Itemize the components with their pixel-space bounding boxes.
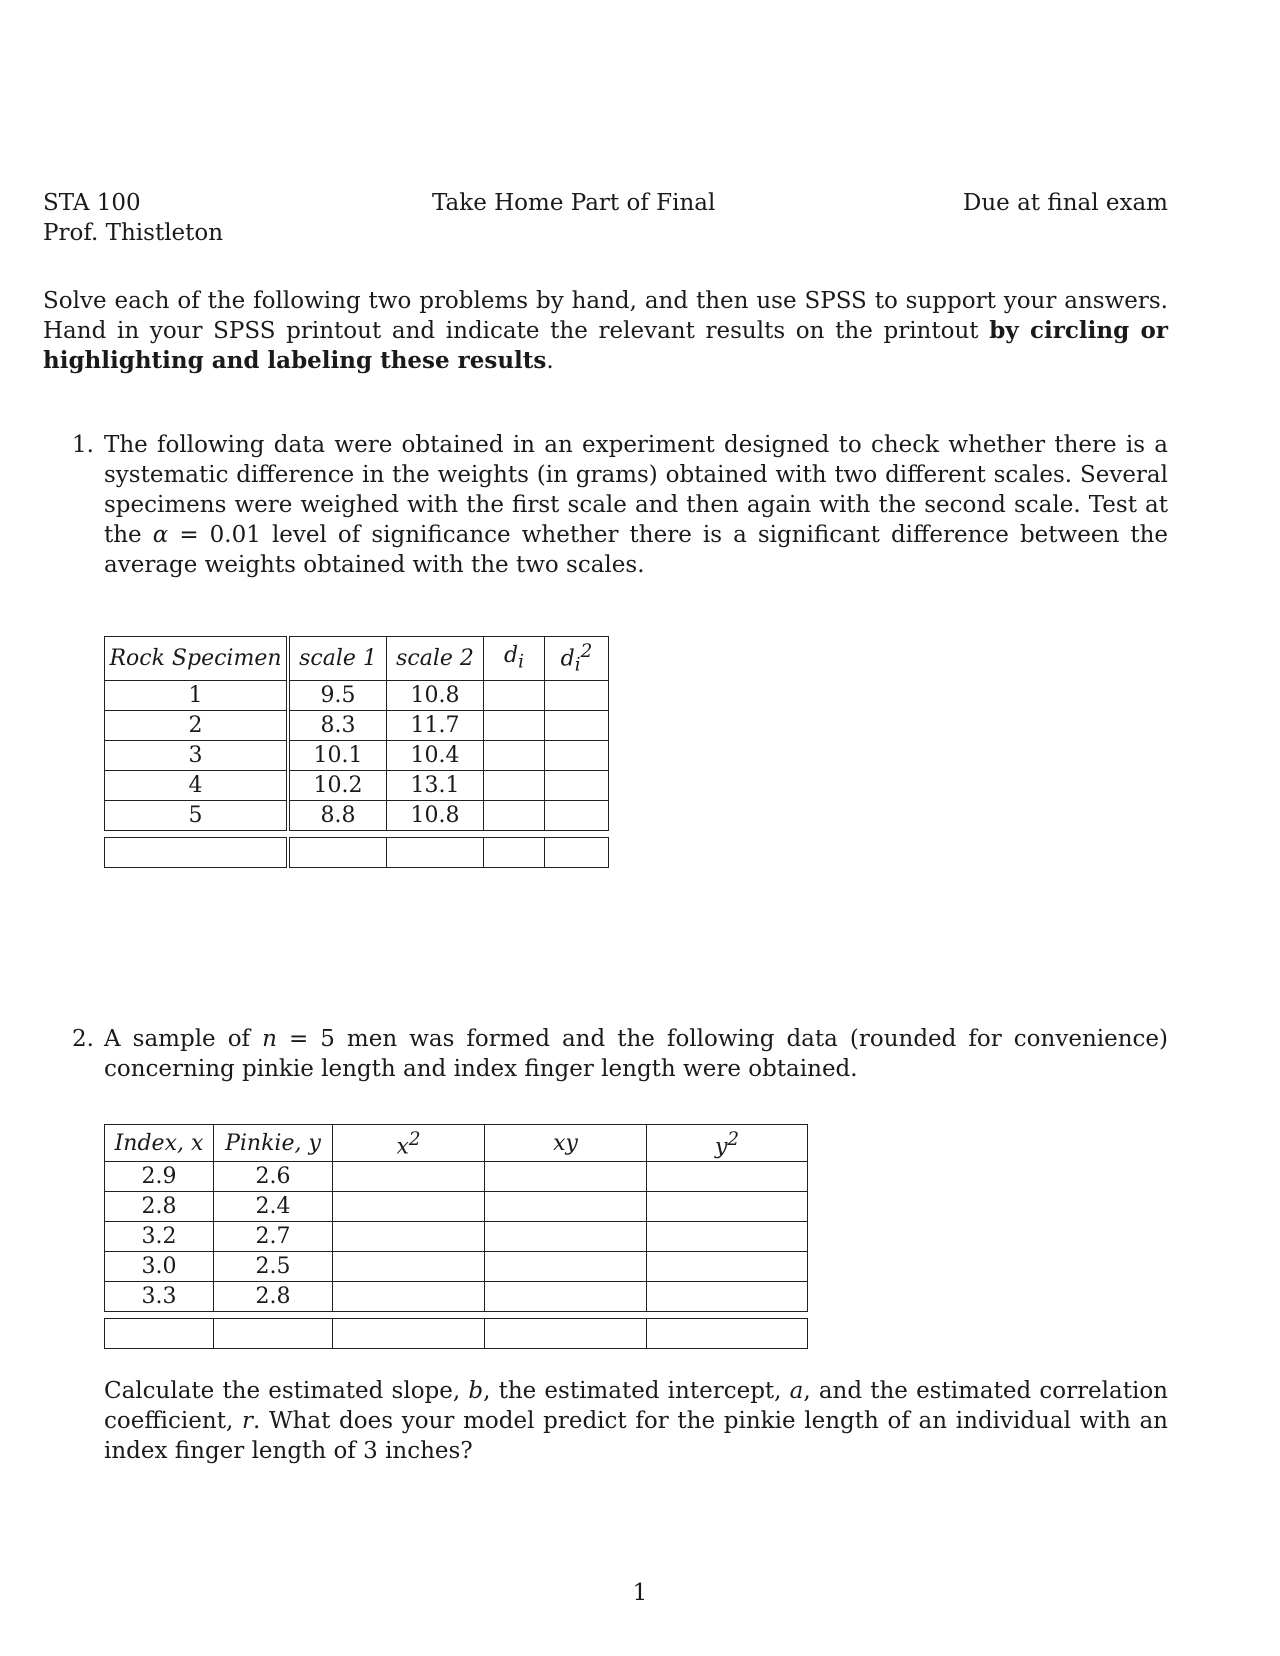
question-text-d: . What does your model predict for the pinkie length of an individual with an index finger length of 3 inches? [104, 1408, 1168, 1464]
question-text-a: Calculate the estimated slope, [104, 1378, 469, 1404]
table-header-row [105, 637, 609, 681]
cell [545, 800, 609, 830]
problem-1-text-b: = 0.01 level of significance whether there is a significant difference between the average weights obtained with the two scales. [104, 522, 1168, 578]
cell: 8.8 [288, 800, 387, 830]
header-x2-letter: x [396, 1134, 409, 1160]
cell [545, 770, 609, 800]
problem-2-text [104, 1024, 1168, 1084]
problem-2-number: 2. [72, 1026, 94, 1052]
header-di-subscript: i [518, 651, 524, 673]
header-left [43, 188, 223, 248]
header-index-label: Index, [114, 1130, 191, 1156]
cell [484, 770, 545, 800]
cell: 2.9 [105, 1162, 214, 1192]
header-x-symbol: x [190, 1130, 204, 1156]
cell [485, 1222, 647, 1252]
cell [333, 1282, 485, 1312]
instructions-paragraph [43, 286, 1168, 376]
header-di2-subscript: i [574, 654, 581, 676]
instructions-text: Solve each of the following two problems by hand, and then use SPSS to support your answers. Hand in your SPSS printout and indicate the relevant results on the printout [43, 288, 1168, 344]
cell: 2.5 [214, 1252, 333, 1282]
cell: 10.1 [288, 740, 387, 770]
header-di2-letter: d [560, 646, 575, 672]
header-di [484, 637, 545, 681]
problem-2-question [104, 1376, 1168, 1466]
problem-1-text [104, 430, 1168, 580]
cell: 4 [105, 770, 289, 800]
problem-2-text-a: A sample of [104, 1026, 263, 1052]
finger-data-table [104, 1124, 808, 1349]
cell: 11.7 [387, 710, 484, 740]
problem-1-number: 1. [72, 432, 94, 458]
cell: 2.8 [214, 1282, 333, 1312]
cell [545, 710, 609, 740]
cell: 10.8 [387, 800, 484, 830]
cell: 3 [105, 740, 289, 770]
cell [647, 1162, 808, 1192]
table-header-row [105, 1125, 808, 1162]
table-gap [105, 830, 609, 837]
cell: 3.0 [105, 1252, 214, 1282]
page-number: 1 [632, 1580, 648, 1606]
cell: 10.2 [288, 770, 387, 800]
table-row [105, 800, 609, 830]
cell: 3.3 [105, 1282, 214, 1312]
problem-1-text-a: The following data were obtained in an experiment designed to check whether there is a systematic difference in the weights (in grams) obtained with two different scales. Several specimens were weighed with the first scale and then again with the second scale. Test at the [104, 432, 1168, 548]
header-y2-letter: y [714, 1134, 728, 1160]
cell [484, 800, 545, 830]
gap-cell [105, 1312, 808, 1319]
header-index-x [105, 1125, 214, 1162]
total-cell [333, 1319, 485, 1349]
cell [333, 1252, 485, 1282]
total-cell [214, 1319, 333, 1349]
table-row [105, 1162, 808, 1192]
cell: 8.3 [288, 710, 387, 740]
cell [485, 1162, 647, 1192]
b-symbol: b [468, 1378, 484, 1404]
cell [333, 1192, 485, 1222]
cell: 5 [105, 800, 289, 830]
total-cell [484, 837, 545, 867]
document-title: Take Home Part of Final [432, 190, 716, 216]
table-row [105, 1252, 808, 1282]
cell [333, 1222, 485, 1252]
cell [485, 1252, 647, 1282]
cell: 10.8 [387, 680, 484, 710]
cell: 9.5 [288, 680, 387, 710]
header-di-squared [545, 637, 609, 681]
table-row [105, 1282, 808, 1312]
table-row [105, 1192, 808, 1222]
cell [484, 680, 545, 710]
instructions-end: . [546, 348, 554, 374]
problem-1 [72, 430, 1168, 580]
total-cell [387, 837, 484, 867]
cell [333, 1162, 485, 1192]
header-rock-specimen: Rock Specimen [105, 637, 289, 681]
cell [484, 740, 545, 770]
question-text-c: , and the estimated correlation coefficient, [104, 1378, 1168, 1434]
header-scale-2: scale 2 [387, 637, 484, 681]
cell: 2.8 [105, 1192, 214, 1222]
table-row [105, 1222, 808, 1252]
problem-2-text-b: = 5 men was formed and the following data (rounded for convenience) concerning pinkie length and index finger length were obtained. [104, 1026, 1169, 1082]
table-row [105, 770, 609, 800]
cell: 3.2 [105, 1222, 214, 1252]
total-cell [105, 1319, 214, 1349]
header-y2-exponent: 2 [727, 1129, 740, 1150]
header-pinkie-label: Pinkie, [225, 1130, 309, 1156]
cell [545, 740, 609, 770]
cell [647, 1282, 808, 1312]
table-totals-row [105, 1319, 808, 1349]
header-xy: xy [485, 1125, 647, 1162]
cell [647, 1222, 808, 1252]
cell: 2.7 [214, 1222, 333, 1252]
header-x-squared [333, 1125, 485, 1162]
header-y-squared [647, 1125, 808, 1162]
n-symbol: n [262, 1026, 277, 1052]
total-cell [105, 837, 289, 867]
problem-2 [72, 1024, 1168, 1084]
gap-cell [105, 830, 609, 837]
cell [647, 1192, 808, 1222]
header-x2-exponent: 2 [408, 1129, 421, 1150]
cell: 2 [105, 710, 289, 740]
header-scale-1: scale 1 [288, 637, 387, 681]
scale-data-table [104, 636, 609, 868]
total-cell [288, 837, 387, 867]
table-row [105, 680, 609, 710]
header-di2-exponent: 2 [580, 641, 593, 662]
cell [545, 680, 609, 710]
table-gap [105, 1312, 808, 1319]
cell [485, 1192, 647, 1222]
cell: 2.6 [214, 1162, 333, 1192]
cell [484, 710, 545, 740]
cell [485, 1282, 647, 1312]
table-totals-row [105, 837, 609, 867]
header-y-symbol: y [308, 1130, 321, 1156]
alpha-symbol: α [152, 522, 169, 548]
r-symbol: r [241, 1408, 253, 1434]
due-date: Due at final exam [962, 190, 1168, 216]
header-pinkie-y [214, 1125, 333, 1162]
total-cell [485, 1319, 647, 1349]
a-symbol: a [789, 1378, 804, 1404]
table-row [105, 740, 609, 770]
cell: 1 [105, 680, 289, 710]
course-code: STA 100 [43, 190, 141, 216]
total-cell [647, 1319, 808, 1349]
cell [647, 1252, 808, 1282]
total-cell [545, 837, 609, 867]
instructions-emphasis: by circling or highlighting and labeling these results [43, 317, 1168, 374]
cell: 10.4 [387, 740, 484, 770]
header-di-letter: d [504, 642, 519, 668]
cell: 13.1 [387, 770, 484, 800]
table-row [105, 710, 609, 740]
cell: 2.4 [214, 1192, 333, 1222]
professor-name: Prof. Thistleton [43, 220, 224, 246]
question-text-b: , the estimated intercept, [483, 1378, 790, 1404]
